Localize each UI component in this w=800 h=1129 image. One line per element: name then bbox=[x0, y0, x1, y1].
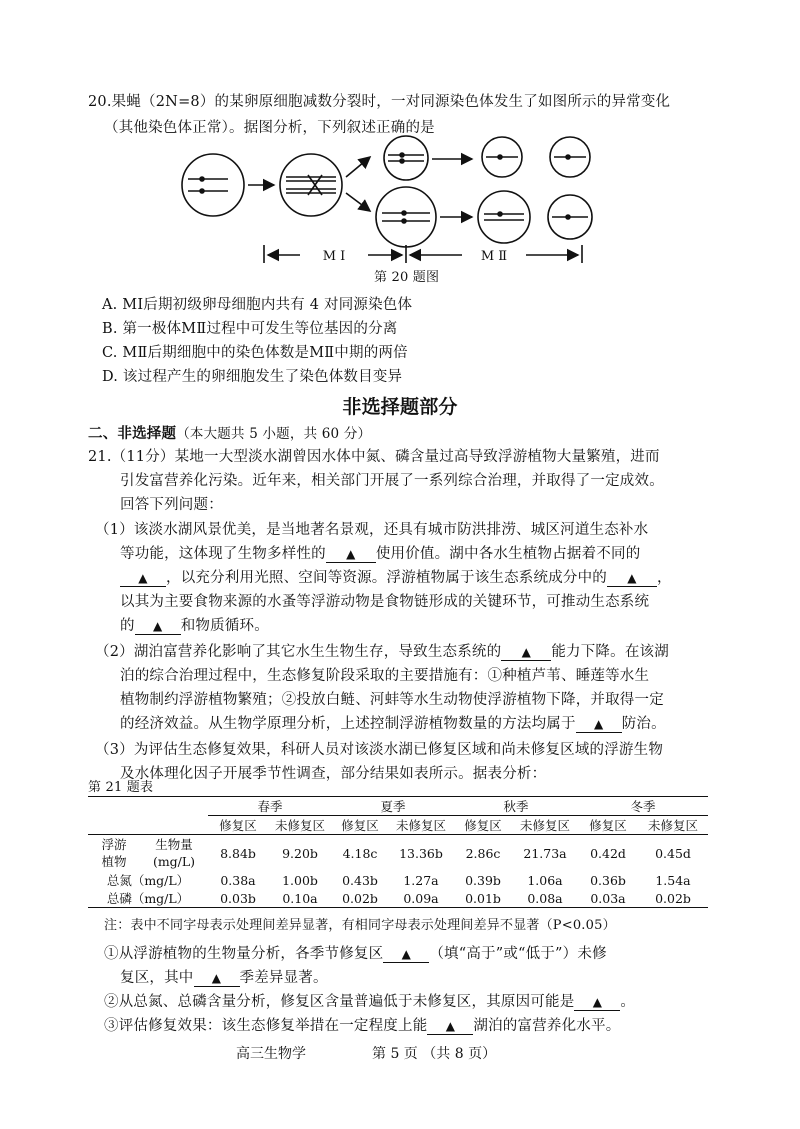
q21-s2-a: ②从总氮、总磷含量分析，修复区含量普遍低于未修复区，其原因可能是 bbox=[104, 994, 575, 1010]
table-cell: 0.36b bbox=[590, 872, 626, 888]
cell-oogonium bbox=[182, 154, 244, 216]
row-label: 浮游 bbox=[101, 837, 127, 852]
q20-option-a: A. MⅠ后期初级卵母细胞内共有 4 对同源染色体 bbox=[102, 297, 413, 313]
table-cell: 1.06a bbox=[527, 872, 563, 888]
q21-intro-3: 回答下列问题： bbox=[120, 497, 223, 513]
table-cell: 0.38a bbox=[220, 872, 256, 888]
section-title: 非选择题部分 bbox=[342, 396, 458, 418]
q21-p1-line5-a: 的 bbox=[120, 618, 135, 634]
cell-first-polar-body bbox=[384, 136, 428, 180]
cell-primary-oocyte bbox=[280, 154, 342, 216]
table-cell: 0.02b bbox=[332, 889, 388, 908]
stage-label-mii: M Ⅱ bbox=[480, 249, 508, 264]
cell-egg bbox=[478, 191, 530, 243]
col-header: 修复区 bbox=[208, 816, 268, 835]
table-cell: 0.09a bbox=[388, 889, 454, 908]
cell-secondary-oocyte bbox=[376, 187, 436, 247]
row-label: 总氮（mg/L） bbox=[106, 873, 190, 888]
answer-blank[interactable]: ▲ bbox=[326, 546, 376, 563]
row-label: 总磷（mg/L） bbox=[88, 889, 208, 908]
q21-p1-line1: （1）该淡水湖风景优美，是当地著名景观，还具有城市防洪排涝、城区河道生态补水 bbox=[95, 522, 649, 538]
col-header: 修复区 bbox=[454, 816, 512, 835]
table-note: 注：表中不同字母表示处理间差异显著，有相同字母表示处理间差异不显著（P<0.05） bbox=[104, 918, 616, 933]
answer-blank[interactable]: ▲ bbox=[383, 946, 429, 963]
table-cell: 0.01b bbox=[454, 889, 512, 908]
q20-option-d: D. 该过程产生的卵细胞发生了染色体数目变异 bbox=[102, 369, 403, 385]
table-cell: 2.86c bbox=[465, 845, 501, 861]
q21-s1-a: ①从浮游植物的生物量分析，各季节修复区 bbox=[104, 946, 384, 962]
table-cell: 8.84b bbox=[220, 845, 256, 861]
figure-caption: 第 20 题图 bbox=[374, 270, 440, 285]
answer-blank[interactable]: ▲ bbox=[194, 970, 240, 987]
answer-blank[interactable]: ▲ bbox=[135, 618, 181, 635]
row-label: 生物量 bbox=[155, 837, 193, 852]
season-autumn: 秋季 bbox=[454, 797, 578, 816]
q21-s1-c: 复区，其中 bbox=[120, 970, 194, 986]
table-cell: 0.02b bbox=[638, 889, 708, 908]
season-spring: 春季 bbox=[208, 797, 332, 816]
stage-label-mi: M Ⅰ bbox=[322, 249, 346, 264]
table-cell: 0.39b bbox=[465, 872, 501, 888]
table-cell: 1.54a bbox=[655, 872, 691, 888]
table-cell: 4.18c bbox=[342, 845, 378, 861]
col-header: 未修复区 bbox=[512, 816, 578, 835]
table-cell: 13.36b bbox=[399, 845, 443, 861]
q21-p2-line1-a: （2）湖泊富营养化影响了其它水生生物生存，导致生态系统的 bbox=[95, 644, 502, 660]
q21-s3-a: ③评估修复效果：该生态修复举措在一定程度上能 bbox=[104, 1018, 428, 1034]
answer-blank[interactable]: ▲ bbox=[427, 1018, 473, 1035]
q20-option-b: B. 第一极体MⅡ过程中可发生等位基因的分离 bbox=[102, 321, 398, 337]
q21-p1-line3-b: ，以充分利用光照、空间等资源。浮游植物属于该生态系统成分中的 bbox=[166, 570, 607, 586]
answer-blank[interactable]: ▲ bbox=[120, 570, 166, 587]
q21-p1-line4: 以其为主要食物来源的水蚤等浮游动物是食物链形成的关键环节，可推动生态系统 bbox=[120, 594, 650, 610]
q21-intro-2: 引发富营养化污染。近年来，相关部门开展了一系列综合治理，并取得了一定成效。 bbox=[120, 473, 664, 489]
footer-subject: 高三生物学 bbox=[236, 1046, 306, 1062]
table-cell: 0.03a bbox=[578, 889, 638, 908]
col-header: 未修复区 bbox=[268, 816, 332, 835]
table-cell: 0.43b bbox=[342, 872, 378, 888]
q20-stem-line2: （其他染色体正常）。据图分析，下列叙述正确的是 bbox=[104, 120, 435, 136]
col-header: 修复区 bbox=[578, 816, 638, 835]
col-header: 修复区 bbox=[332, 816, 388, 835]
part2-heading: 二、非选择题 bbox=[88, 426, 177, 442]
q21-p1-line2-b: 使用价值。湖中各水生植物占据着不同的 bbox=[375, 546, 641, 562]
q21-p2-line4-a: 的经济效益。从生物学原理分析，上述控制浮游植物数量的方法均属于 bbox=[120, 716, 576, 732]
q21-p2-line1-b: 能力下降。在该湖 bbox=[551, 644, 669, 660]
q21-s1-b: （填“高于”或“低于”）未修 bbox=[429, 946, 607, 962]
col-header: 未修复区 bbox=[388, 816, 454, 835]
part2-note: （本大题共 5 小题，共 60 分） bbox=[176, 426, 372, 442]
q21-p3-line2: 及水体理化因子开展季节性调查，部分结果如表所示。据表分析： bbox=[120, 766, 547, 782]
table-cell: 0.10a bbox=[268, 889, 332, 908]
q21-p1-line5-b: 和物质循环。 bbox=[180, 618, 269, 634]
season-summer: 夏季 bbox=[332, 797, 454, 816]
footer-page: 第 5 页 （共 8 页） bbox=[372, 1046, 497, 1062]
q21-p2-line4-b: 防治。 bbox=[621, 716, 666, 732]
table-cell: 0.42d bbox=[590, 845, 626, 861]
table-cell: 0.03b bbox=[208, 889, 268, 908]
table-cell: 1.27a bbox=[403, 872, 439, 888]
q21-s1-d: 季差异显著。 bbox=[239, 970, 328, 986]
survey-table bbox=[88, 796, 708, 908]
meiosis-diagram bbox=[170, 135, 630, 285]
q21-p2-line2: 泊的综合治理过程中，生态修复阶段采取的主要措施有：①种植芦苇、睡莲等水生 bbox=[120, 668, 650, 684]
answer-blank[interactable]: ▲ bbox=[501, 644, 551, 661]
q21-p3-line1: （3）为评估生态修复效果，科研人员对该淡水湖已修复区域和尚未修复区域的浮游生物 bbox=[95, 742, 664, 758]
answer-blank[interactable]: ▲ bbox=[574, 994, 620, 1011]
answer-blank[interactable]: ▲ bbox=[607, 570, 657, 587]
q21-s3-b: 湖泊的富营养化水平。 bbox=[473, 1018, 621, 1034]
table-cell: 9.20b bbox=[282, 845, 318, 861]
q20-option-c: C. MⅡ后期细胞中的染色体数是MⅡ中期的两倍 bbox=[102, 345, 408, 361]
table-cell: 1.00b bbox=[282, 872, 318, 888]
q20-stem-line1: 20.果蝇（2N=8）的某卵原细胞减数分裂时，一对同源染色体发生了如图所示的异常变化 bbox=[88, 94, 671, 110]
q21-intro-1: 21.（11分）某地一大型淡水湖曾因水体中氮、磷含量过高导致浮游植物大量繁殖，进而 bbox=[88, 449, 660, 465]
q21-p1-line3-c: ， bbox=[657, 570, 672, 586]
season-winter: 冬季 bbox=[578, 797, 708, 816]
row-label: 植物 bbox=[101, 854, 127, 869]
q21-p1-line2-a: 等功能，这体现了生物多样性的 bbox=[120, 546, 326, 562]
answer-blank[interactable]: ▲ bbox=[576, 716, 622, 733]
table-cell: 0.45d bbox=[655, 845, 691, 861]
table-cell: 0.08a bbox=[512, 889, 578, 908]
q21-s2-b: 。 bbox=[620, 994, 636, 1010]
table-caption: 第 21 题表 bbox=[88, 780, 154, 795]
table-cell: 21.73a bbox=[523, 845, 567, 861]
row-label: (mg/L) bbox=[152, 854, 196, 869]
col-header: 未修复区 bbox=[638, 816, 708, 835]
q21-p2-line3: 植物制约浮游植物繁殖；②投放白鲢、河蚌等水生动物使浮游植物下降，并取得一定 bbox=[120, 692, 664, 708]
